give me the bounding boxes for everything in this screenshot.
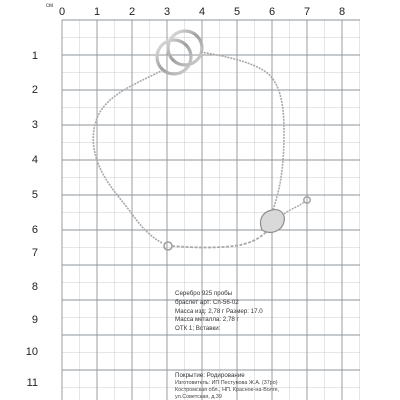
spec-otk: ОТК 1; Вставки: — [175, 325, 221, 333]
spec-article: браслет арт: Cn-56-02 — [175, 298, 239, 306]
ruler-y-tick: 10 — [25, 346, 38, 358]
ruler-y-tick: 4 — [31, 154, 38, 166]
ruler-x-tick: 0 — [58, 6, 66, 18]
chain-left — [93, 70, 163, 243]
ruler-y-tick: 11 — [26, 377, 38, 389]
spec-weight-size: Масса изд: 2,78 г Размер: 17.0 — [175, 307, 263, 315]
spec-metal: Серебро 925 пробы — [175, 290, 233, 297]
ruler-x-tick: 6 — [268, 6, 276, 18]
ruler-x-tick: 2 — [128, 6, 136, 18]
extension-chain — [172, 232, 266, 248]
maker-line: Изготовитель: ИП Пестунова Ж.А. (37ро) — [175, 380, 278, 386]
ring-left-icon — [157, 40, 191, 74]
ruler-x-tick: 3 — [163, 6, 171, 18]
ruler-y-tick: 5 — [31, 189, 38, 201]
ruler-x-tick: 1 — [93, 6, 101, 18]
ruler-y-tick: 7 — [31, 247, 38, 259]
maker-line: ул.Советская, д.39 — [175, 393, 222, 400]
coating-label: Покрытие: Родирование — [175, 372, 245, 379]
product-spec — [175, 290, 335, 334]
ruler-x-tick: 4 — [198, 6, 206, 18]
ruler-x-tick: 8 — [338, 6, 346, 18]
ring-right-icon — [168, 31, 202, 65]
manufacturer-info — [175, 372, 335, 400]
ruler-x-tick: 5 — [233, 6, 241, 18]
ruler-y-tick: 8 — [31, 281, 38, 293]
ruler-y-tick: 3 — [31, 119, 38, 131]
ruler-y-tick: 6 — [31, 224, 38, 236]
chain-right — [201, 52, 284, 226]
ruler-y-tick: 1 — [31, 50, 38, 62]
ruler-y-tick: 9 — [31, 314, 38, 326]
maker-line: Костромская обл., НП. Красное-на-Волге, — [175, 386, 280, 393]
ruler-y-tick: 2 — [31, 84, 38, 96]
unit-label: см — [46, 3, 54, 9]
ruler-x-tick: 7 — [303, 6, 311, 18]
lobster-clasp-icon — [260, 197, 310, 233]
jump-ring-icon — [164, 242, 172, 250]
spec-metal-weight: Масса металла: 2,78 г — [175, 316, 239, 324]
